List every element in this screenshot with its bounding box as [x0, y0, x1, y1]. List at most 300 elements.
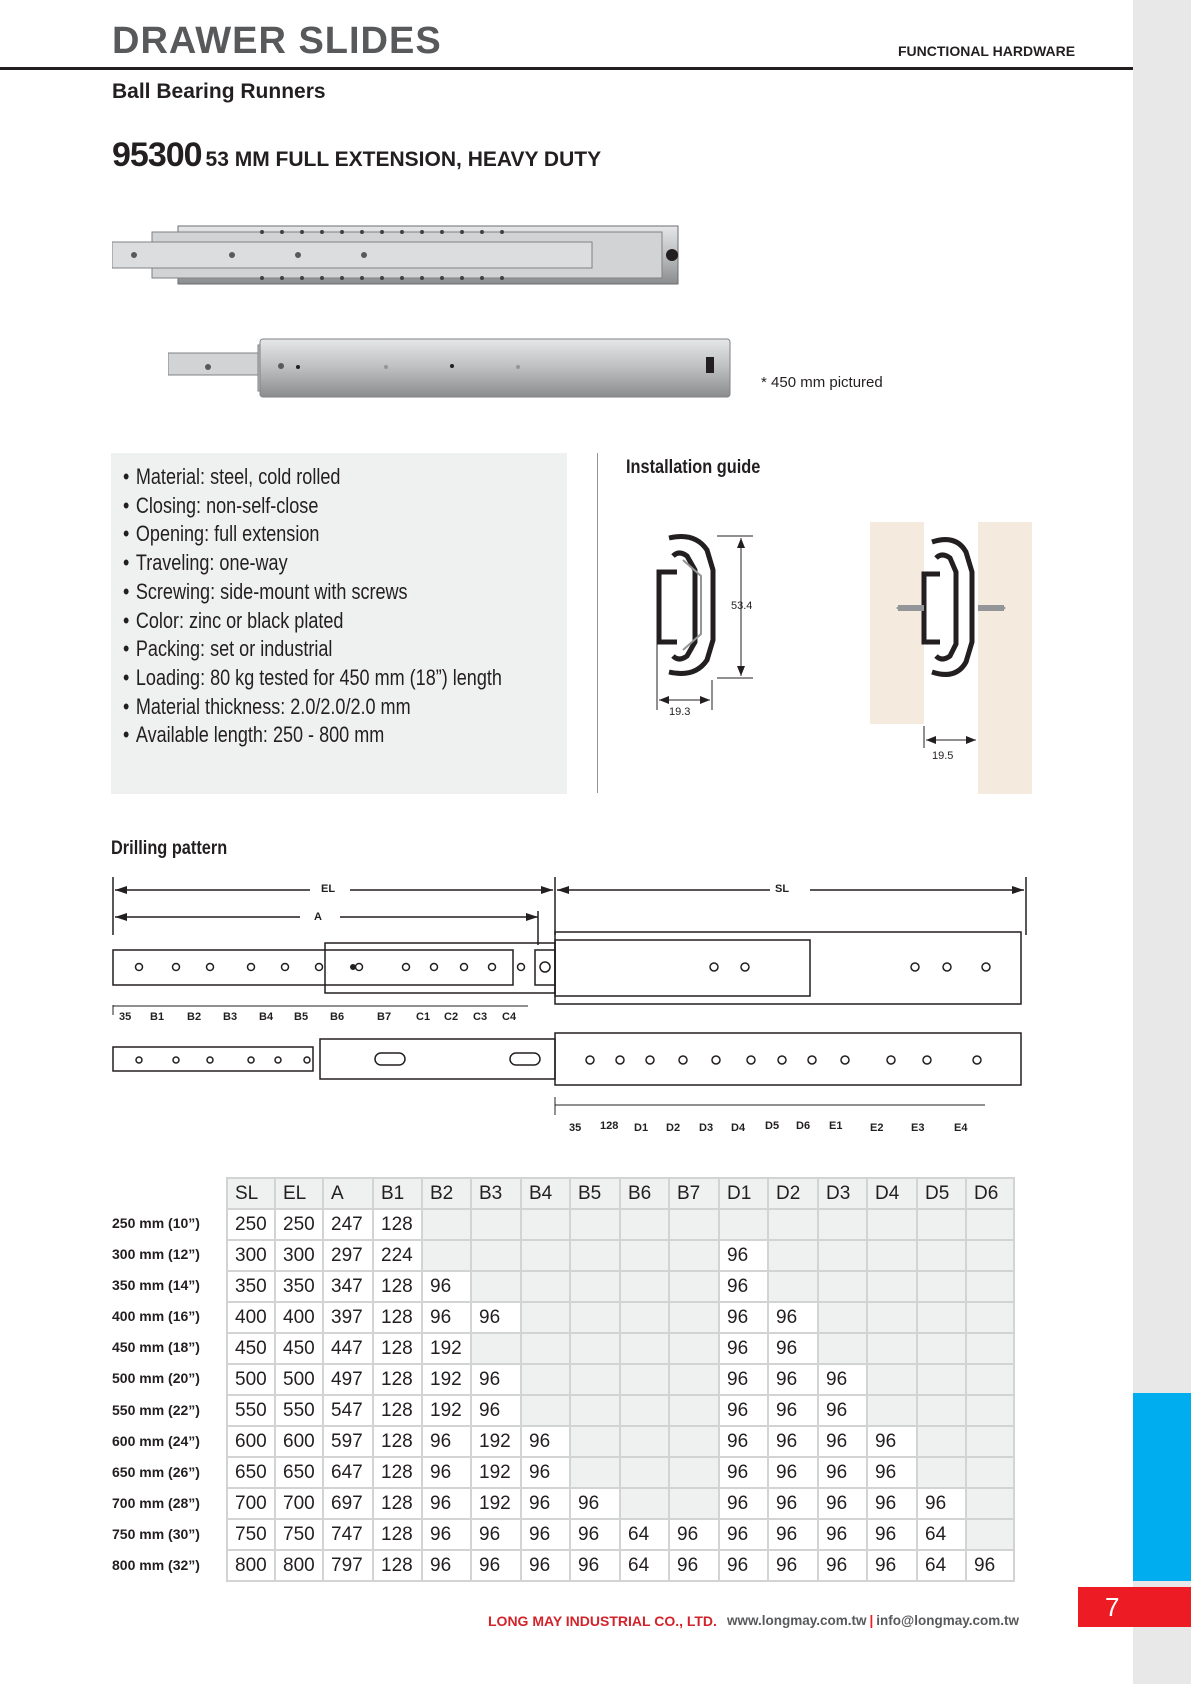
- table-cell: 400: [227, 1302, 275, 1333]
- table-cell: 350: [227, 1271, 275, 1302]
- table-row: [227, 1488, 1014, 1519]
- table-cell: 800: [275, 1550, 323, 1581]
- column-header: B6: [620, 1178, 669, 1209]
- table-body: [227, 1209, 1014, 1581]
- table-cell: 96: [768, 1519, 818, 1550]
- row-label: 250 mm (10”): [112, 1215, 200, 1231]
- table-cell: 450: [227, 1333, 275, 1364]
- model-number: 95300: [112, 136, 202, 174]
- table-cell: 96: [521, 1457, 570, 1488]
- table-cell: [620, 1395, 669, 1426]
- table-cell: 600: [227, 1426, 275, 1457]
- table-cell: [966, 1395, 1014, 1426]
- top-dim-label: B7: [377, 1011, 392, 1023]
- table-cell: 650: [227, 1457, 275, 1488]
- table-cell: 96: [768, 1550, 818, 1581]
- column-header: B5: [570, 1178, 620, 1209]
- table-cell: 96: [669, 1519, 719, 1550]
- table-cell: 192: [422, 1333, 471, 1364]
- height-dimension: 53.4: [731, 600, 753, 612]
- top-dim-label: B4: [259, 1011, 274, 1023]
- table-cell: [966, 1488, 1014, 1519]
- profile-cross-section-diagram: [655, 530, 765, 720]
- product-photo-extended: [112, 222, 682, 288]
- table-cell: 96: [768, 1302, 818, 1333]
- table-cell: [867, 1209, 917, 1240]
- table-cell: [818, 1209, 867, 1240]
- spec-item: • Material: steel, cold rolled: [123, 463, 487, 492]
- table-cell: 192: [471, 1488, 521, 1519]
- table-row: [227, 1209, 1014, 1240]
- table-cell: [620, 1240, 669, 1271]
- table-cell: 647: [323, 1457, 373, 1488]
- top-dim-label: B6: [330, 1011, 345, 1023]
- table-row: [227, 1426, 1014, 1457]
- table-cell: [620, 1209, 669, 1240]
- table-cell: 96: [867, 1550, 917, 1581]
- photo-caption: * 450 mm pictured: [761, 374, 883, 391]
- table-cell: [521, 1240, 570, 1271]
- spec-item: • Screwing: side-mount with screws: [123, 578, 487, 607]
- column-header: B4: [521, 1178, 570, 1209]
- table-cell: [966, 1519, 1014, 1550]
- table-cell: 96: [471, 1550, 521, 1581]
- table-cell: 96: [669, 1550, 719, 1581]
- table-cell: 128: [373, 1519, 422, 1550]
- table-cell: 96: [471, 1364, 521, 1395]
- table-cell: [422, 1209, 471, 1240]
- table-cell: [917, 1395, 966, 1426]
- table-cell: [867, 1302, 917, 1333]
- table-cell: 550: [275, 1395, 323, 1426]
- table-cell: [521, 1364, 570, 1395]
- table-cell: 96: [768, 1395, 818, 1426]
- table-cell: 96: [818, 1519, 867, 1550]
- table-cell: 450: [275, 1333, 323, 1364]
- table-cell: [570, 1302, 620, 1333]
- table-cell: 128: [373, 1302, 422, 1333]
- table-cell: [966, 1302, 1014, 1333]
- table-row: [227, 1240, 1014, 1271]
- header-divider: [0, 67, 1133, 70]
- table-cell: 750: [227, 1519, 275, 1550]
- el-dimension-label: EL: [321, 883, 336, 895]
- table-cell: 64: [917, 1519, 966, 1550]
- table-cell: [570, 1240, 620, 1271]
- table-cell: [768, 1271, 818, 1302]
- table-cell: 224: [373, 1240, 422, 1271]
- table-cell: 192: [422, 1395, 471, 1426]
- table-cell: 96: [867, 1519, 917, 1550]
- table-cell: 250: [275, 1209, 323, 1240]
- table-cell: 128: [373, 1271, 422, 1302]
- table-cell: [768, 1240, 818, 1271]
- table-row-labels: [112, 1208, 200, 1581]
- column-header: B3: [471, 1178, 521, 1209]
- table-cell: 600: [275, 1426, 323, 1457]
- table-cell: [867, 1333, 917, 1364]
- bottom-dim-label: 128: [600, 1120, 619, 1132]
- bottom-dim-label: E3: [911, 1122, 925, 1134]
- drilling-pattern-heading: Drilling pattern: [111, 838, 228, 859]
- table-cell: [570, 1457, 620, 1488]
- table-cell: 96: [818, 1426, 867, 1457]
- table-cell: 397: [323, 1302, 373, 1333]
- top-dim-label: B2: [187, 1011, 202, 1023]
- row-label: 750 mm (30”): [112, 1525, 200, 1542]
- column-header: EL: [275, 1178, 323, 1209]
- bottom-dim-label: E2: [870, 1122, 884, 1134]
- table-cell: 447: [323, 1333, 373, 1364]
- table-cell: [818, 1240, 867, 1271]
- table-cell: 128: [373, 1457, 422, 1488]
- category-label: FUNCTIONAL HARDWARE: [898, 43, 1076, 59]
- width-dimension: 19.3: [669, 706, 691, 718]
- table-cell: [669, 1333, 719, 1364]
- table-cell: 96: [867, 1457, 917, 1488]
- dimension-table: [226, 1177, 1015, 1582]
- table-cell: [917, 1209, 966, 1240]
- sl-dimension-label: SL: [775, 883, 790, 895]
- table-cell: [966, 1333, 1014, 1364]
- spec-item: • Available length: 250 - 800 mm: [123, 721, 487, 750]
- table-cell: 247: [323, 1209, 373, 1240]
- table-cell: [521, 1302, 570, 1333]
- table-cell: 96: [719, 1333, 768, 1364]
- column-divider: [597, 453, 598, 793]
- table-cell: 96: [471, 1395, 521, 1426]
- table-cell: [867, 1271, 917, 1302]
- column-header: D6: [966, 1178, 1014, 1209]
- table-cell: 96: [768, 1364, 818, 1395]
- spec-item: • Traveling: one-way: [123, 549, 487, 578]
- bottom-dim-label: E1: [829, 1120, 843, 1132]
- table-cell: 700: [275, 1488, 323, 1519]
- table-cell: 297: [323, 1240, 373, 1271]
- table-cell: 96: [818, 1550, 867, 1581]
- row-label: 700 mm (28”): [112, 1494, 200, 1511]
- footer-company: LONG MAY INDUSTRIAL CO., LTD.: [488, 1613, 717, 1629]
- table-cell: 250: [227, 1209, 275, 1240]
- table-cell: 547: [323, 1395, 373, 1426]
- table-cell: [521, 1209, 570, 1240]
- table-cell: [521, 1395, 570, 1426]
- table-cell: 500: [227, 1364, 275, 1395]
- row-label: 650 mm (26”): [112, 1463, 200, 1480]
- table-cell: [570, 1333, 620, 1364]
- bottom-dim-label: D5: [765, 1120, 780, 1132]
- row-label: 800 mm (32”): [112, 1557, 200, 1574]
- table-cell: [917, 1457, 966, 1488]
- drilling-pattern-diagram: [110, 875, 1030, 1145]
- table-cell: [719, 1209, 768, 1240]
- table-row: [227, 1519, 1014, 1550]
- column-header: B2: [422, 1178, 471, 1209]
- spec-item: • Opening: full extension: [123, 520, 487, 549]
- table-cell: [620, 1426, 669, 1457]
- table-cell: 96: [570, 1550, 620, 1581]
- table-cell: 64: [620, 1519, 669, 1550]
- table-cell: [570, 1271, 620, 1302]
- table-cell: 96: [768, 1333, 818, 1364]
- table-cell: 800: [227, 1550, 275, 1581]
- table-cell: 64: [620, 1550, 669, 1581]
- table-cell: 750: [275, 1519, 323, 1550]
- bottom-dim-label: 35: [569, 1122, 582, 1134]
- table-cell: [570, 1426, 620, 1457]
- table-cell: 96: [867, 1488, 917, 1519]
- table-cell: [917, 1333, 966, 1364]
- top-dim-label: C3: [473, 1011, 488, 1023]
- table-cell: 96: [768, 1426, 818, 1457]
- table-cell: [966, 1209, 1014, 1240]
- column-header: A: [323, 1178, 373, 1209]
- column-header: SL: [227, 1178, 275, 1209]
- table-cell: 597: [323, 1426, 373, 1457]
- table-cell: 96: [521, 1550, 570, 1581]
- bottom-dim-label: D3: [699, 1122, 714, 1134]
- table-cell: 300: [275, 1240, 323, 1271]
- column-header: D2: [768, 1178, 818, 1209]
- bottom-dim-label: E4: [954, 1122, 968, 1134]
- bottom-dim-label: D1: [634, 1122, 649, 1134]
- section-subtitle: Ball Bearing Runners: [112, 80, 326, 103]
- top-dim-label: C4: [502, 1011, 517, 1023]
- top-dim-label: B3: [223, 1011, 238, 1023]
- footer-contact: [727, 1613, 1019, 1628]
- table-cell: [570, 1209, 620, 1240]
- table-cell: 96: [422, 1302, 471, 1333]
- page-title: DRAWER SLIDES: [112, 20, 442, 62]
- table-cell: [620, 1488, 669, 1519]
- table-row: [227, 1333, 1014, 1364]
- product-photo-closed: [168, 337, 738, 399]
- row-label: 300 mm (12”): [112, 1246, 200, 1263]
- table-cell: 96: [768, 1457, 818, 1488]
- table-cell: 797: [323, 1550, 373, 1581]
- table-cell: [471, 1333, 521, 1364]
- section-tab-marker: [1133, 1393, 1191, 1581]
- gap-dimension: 19.5: [932, 750, 954, 762]
- table-cell: 128: [373, 1426, 422, 1457]
- table-cell: [669, 1271, 719, 1302]
- table-cell: [669, 1302, 719, 1333]
- spec-item: • Material thickness: 2.0/2.0/2.0 mm: [123, 693, 487, 722]
- table-cell: 96: [719, 1426, 768, 1457]
- table-cell: 192: [471, 1457, 521, 1488]
- table-cell: 700: [227, 1488, 275, 1519]
- column-header: D5: [917, 1178, 966, 1209]
- table-cell: [669, 1426, 719, 1457]
- spec-item: • Loading: 80 kg tested for 450 mm (18”) length: [123, 664, 487, 693]
- footer-email-link[interactable]: info@longmay.com.tw: [876, 1613, 1019, 1628]
- specifications-panel: [111, 453, 567, 794]
- table-cell: [867, 1364, 917, 1395]
- table-cell: 128: [373, 1550, 422, 1581]
- table-cell: 96: [719, 1519, 768, 1550]
- top-dim-label: B1: [150, 1011, 165, 1023]
- table-cell: 347: [323, 1271, 373, 1302]
- table-cell: [620, 1457, 669, 1488]
- table-cell: 300: [227, 1240, 275, 1271]
- row-label: 350 mm (14”): [112, 1277, 200, 1294]
- page-number: 7: [1078, 1587, 1191, 1627]
- bottom-dim-label: D2: [666, 1122, 681, 1134]
- row-label: 450 mm (18”): [112, 1339, 200, 1356]
- column-header: B7: [669, 1178, 719, 1209]
- table-cell: [669, 1209, 719, 1240]
- table-cell: 96: [917, 1488, 966, 1519]
- table-cell: [768, 1209, 818, 1240]
- table-cell: [669, 1240, 719, 1271]
- table-cell: 64: [917, 1550, 966, 1581]
- table-cell: 96: [719, 1240, 768, 1271]
- table-cell: 747: [323, 1519, 373, 1550]
- table-cell: 96: [818, 1395, 867, 1426]
- row-label: 550 mm (22”): [112, 1401, 200, 1418]
- table-row: [227, 1271, 1014, 1302]
- column-header: D1: [719, 1178, 768, 1209]
- table-cell: [966, 1271, 1014, 1302]
- table-cell: [471, 1209, 521, 1240]
- table-cell: [521, 1271, 570, 1302]
- table-cell: [521, 1333, 570, 1364]
- spec-list: [123, 463, 567, 750]
- table-cell: 650: [275, 1457, 323, 1488]
- table-cell: 96: [768, 1488, 818, 1519]
- model-description: 53 MM FULL EXTENSION, HEAVY DUTY: [205, 148, 602, 171]
- table-cell: 96: [719, 1364, 768, 1395]
- table-cell: 96: [521, 1426, 570, 1457]
- table-cell: 96: [422, 1550, 471, 1581]
- a-dimension-label: A: [314, 911, 322, 923]
- table-cell: 96: [966, 1550, 1014, 1581]
- table-cell: [669, 1457, 719, 1488]
- table-cell: [818, 1333, 867, 1364]
- table-cell: [966, 1364, 1014, 1395]
- table-cell: [620, 1302, 669, 1333]
- table-cell: 192: [422, 1364, 471, 1395]
- table-cell: 96: [570, 1519, 620, 1550]
- table-cell: [818, 1271, 867, 1302]
- table-row: [227, 1364, 1014, 1395]
- top-dim-label: 35: [119, 1011, 132, 1023]
- table-cell: 96: [471, 1519, 521, 1550]
- table-row: [227, 1302, 1014, 1333]
- table-cell: [917, 1302, 966, 1333]
- table-cell: 96: [422, 1457, 471, 1488]
- column-header: D4: [867, 1178, 917, 1209]
- table-cell: 96: [471, 1302, 521, 1333]
- table-cell: 128: [373, 1395, 422, 1426]
- table-cell: 96: [818, 1488, 867, 1519]
- top-dim-label: C1: [416, 1011, 431, 1023]
- top-dim-label: B5: [294, 1011, 309, 1023]
- table-cell: [966, 1457, 1014, 1488]
- bottom-dim-label: D4: [731, 1122, 746, 1134]
- table-cell: [917, 1364, 966, 1395]
- table-cell: 96: [422, 1271, 471, 1302]
- table-cell: 96: [719, 1550, 768, 1581]
- table-cell: [620, 1271, 669, 1302]
- column-header: D3: [818, 1178, 867, 1209]
- table-cell: 550: [227, 1395, 275, 1426]
- column-header: B1: [373, 1178, 422, 1209]
- table-row: [227, 1395, 1014, 1426]
- row-label: 500 mm (20”): [112, 1370, 200, 1387]
- spec-item: • Packing: set or industrial: [123, 635, 487, 664]
- table-cell: 96: [719, 1488, 768, 1519]
- table-cell: 497: [323, 1364, 373, 1395]
- table-cell: [917, 1426, 966, 1457]
- table-cell: [669, 1364, 719, 1395]
- table-cell: 96: [719, 1271, 768, 1302]
- table-cell: 350: [275, 1271, 323, 1302]
- table-cell: [867, 1395, 917, 1426]
- table-cell: [620, 1364, 669, 1395]
- table-cell: [471, 1240, 521, 1271]
- spec-item: • Color: zinc or black plated: [123, 607, 487, 636]
- table-cell: 96: [818, 1457, 867, 1488]
- table-cell: [471, 1271, 521, 1302]
- table-row: [227, 1457, 1014, 1488]
- bottom-dim-label: D6: [796, 1120, 811, 1132]
- installation-guide-heading: Installation guide: [626, 457, 761, 478]
- table-cell: 128: [373, 1364, 422, 1395]
- table-cell: 128: [373, 1209, 422, 1240]
- table-cell: 96: [422, 1426, 471, 1457]
- table-cell: [669, 1488, 719, 1519]
- table-cell: [422, 1240, 471, 1271]
- table-cell: [620, 1333, 669, 1364]
- table-cell: [570, 1364, 620, 1395]
- table-cell: 96: [818, 1364, 867, 1395]
- table-cell: 96: [521, 1488, 570, 1519]
- footer-website-link[interactable]: www.longmay.com.tw: [727, 1613, 867, 1628]
- row-label: 600 mm (24”): [112, 1432, 200, 1449]
- table-cell: 96: [521, 1519, 570, 1550]
- table-cell: [966, 1426, 1014, 1457]
- table-row: [227, 1550, 1014, 1581]
- table-cell: 192: [471, 1426, 521, 1457]
- spec-item: • Closing: non-self-close: [123, 492, 487, 521]
- table-header-row: [227, 1178, 1014, 1209]
- table-cell: 500: [275, 1364, 323, 1395]
- table-cell: [966, 1240, 1014, 1271]
- footer-separator: |: [869, 1613, 874, 1628]
- table-cell: 96: [719, 1457, 768, 1488]
- table-cell: 96: [867, 1426, 917, 1457]
- table-cell: 697: [323, 1488, 373, 1519]
- table-cell: [570, 1395, 620, 1426]
- table-cell: 128: [373, 1488, 422, 1519]
- table-cell: 96: [570, 1488, 620, 1519]
- table-cell: 96: [422, 1519, 471, 1550]
- table-cell: 96: [719, 1302, 768, 1333]
- table-cell: 128: [373, 1333, 422, 1364]
- row-label: 400 mm (16”): [112, 1308, 200, 1325]
- table-cell: 400: [275, 1302, 323, 1333]
- table-cell: [669, 1395, 719, 1426]
- table-cell: [917, 1271, 966, 1302]
- table-cell: 96: [422, 1488, 471, 1519]
- top-dim-label: C2: [444, 1011, 459, 1023]
- table-cell: [867, 1240, 917, 1271]
- model-heading: [112, 136, 601, 175]
- table-cell: 96: [719, 1395, 768, 1426]
- table-cell: [917, 1240, 966, 1271]
- table-cell: [818, 1302, 867, 1333]
